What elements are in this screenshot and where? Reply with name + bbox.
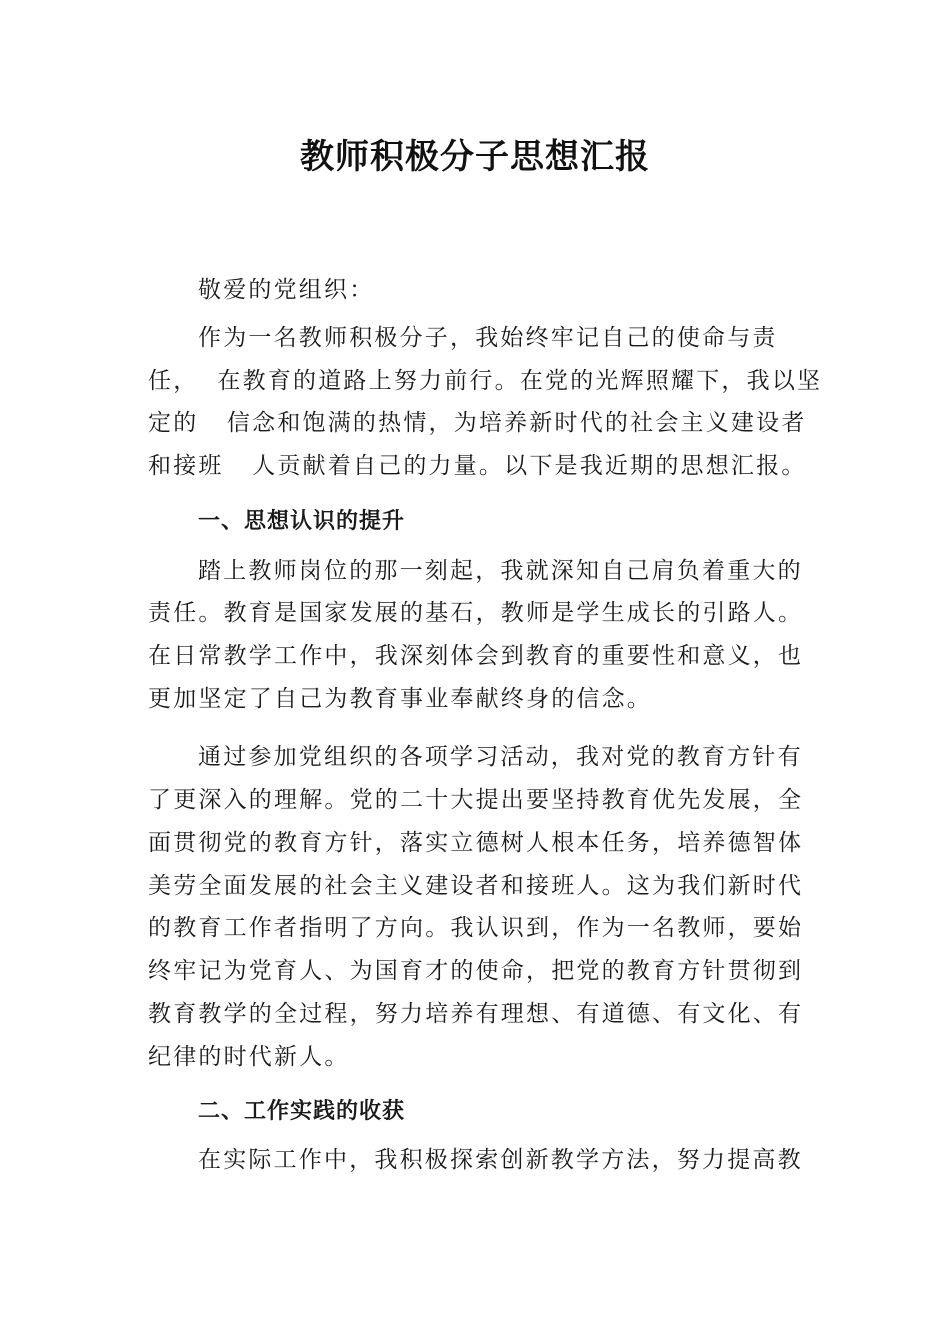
paragraph-line: 面贯彻党的教育方针，落实立德树人根本任务，培养德智体 bbox=[148, 830, 804, 856]
section-heading-2: 二、工作实践的收获 bbox=[198, 1099, 406, 1124]
paragraph-line: 和接班 人贡献着自己的力量。以下是我近期的思想汇报。 bbox=[148, 453, 807, 479]
paragraph-line: 踏上教师岗位的那一刻起，我就深知自己肩负着重大的 bbox=[198, 558, 803, 584]
paragraph-line: 定的 信念和饱满的热情，为培养新时代的社会主义建设者 bbox=[148, 410, 807, 436]
paragraph-line: 任， 在教育的道路上努力前行。在党的光辉照耀下，我以坚 bbox=[148, 368, 823, 394]
paragraph-line: 在实际工作中，我积极探索创新教学方法，努力提高教 bbox=[198, 1147, 803, 1173]
paragraph-line: 终牢记为党育人、为国育才的使命，把党的教育方针贯彻到 bbox=[148, 958, 804, 984]
paragraph-line: 教育教学的全过程，努力培养有理想、有道德、有文化、有 bbox=[148, 1001, 804, 1027]
paragraph-line: 通过参加党组织的各项学习活动，我对党的教育方针有 bbox=[198, 744, 803, 770]
section-heading-1: 一、思想认识的提升 bbox=[198, 509, 406, 534]
salutation: 敬爱的党组织： bbox=[198, 277, 375, 303]
paragraph-line: 了更深入的理解。党的二十大提出要坚持教育优先发展，全 bbox=[148, 787, 804, 813]
paragraph-line: 在日常教学工作中，我深刻体会到教育的重要性和意义，也 bbox=[148, 643, 804, 669]
document-title: 教师积极分子思想汇报 bbox=[300, 137, 650, 177]
paragraph-line: 责任。教育是国家发展的基石，教师是学生成长的引路人。 bbox=[148, 600, 804, 626]
paragraph-line: 的教育工作者指明了方向。我认识到，作为一名教师，要始 bbox=[148, 915, 804, 941]
paragraph-line: 作为一名教师积极分子，我始终牢记自己的使命与责 bbox=[198, 325, 778, 351]
paragraph-line: 更加坚定了自己为教育事业奉献终身的信念。 bbox=[148, 686, 652, 712]
paragraph-line: 纪律的时代新人。 bbox=[148, 1044, 350, 1070]
paragraph-line: 美劳全面发展的社会主义建设者和接班人。这为我们新时代 bbox=[148, 873, 804, 899]
